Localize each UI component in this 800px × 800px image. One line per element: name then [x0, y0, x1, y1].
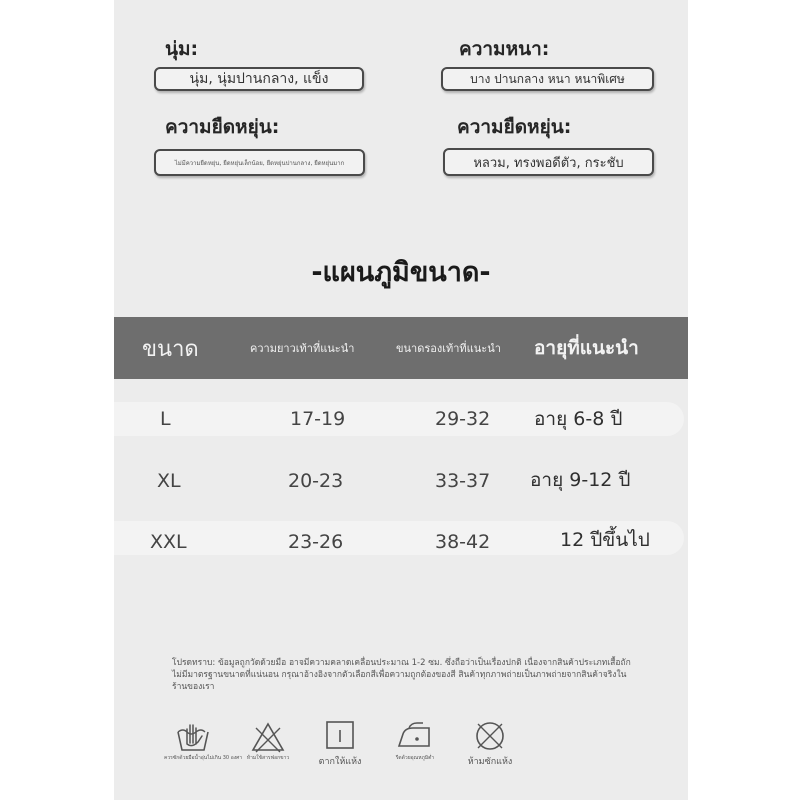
- no-dry-clean-icon: [472, 720, 508, 754]
- elasticity-right-value-box: หลวม, ทรงพอดีตัว, กระชับ: [443, 148, 654, 176]
- table-cell-age: อายุ 9-12 ปี: [530, 469, 631, 491]
- size-table-header: [114, 317, 688, 379]
- table-cell-size: L: [160, 408, 171, 430]
- header-age: อายุที่แนะนำ: [534, 337, 639, 359]
- table-cell-age: 12 ปีขึ้นไป: [560, 529, 650, 551]
- softness-value-box: นุ่ม, นุ่มปานกลาง, แข็ง: [154, 67, 364, 91]
- table-cell-foot-length: 23-26: [288, 531, 344, 553]
- softness-label: นุ่ม:: [165, 38, 199, 60]
- care-item: [240, 720, 296, 762]
- hand-wash-icon: [175, 720, 211, 754]
- care-item: [164, 720, 243, 762]
- table-cell-insole-size: 38-42: [435, 531, 491, 553]
- table-cell-size: XL: [157, 470, 181, 492]
- elasticity-right-label: ความยืดหยุ่น:: [457, 116, 572, 138]
- header-size: ขนาด: [142, 336, 199, 362]
- care-item: [312, 720, 368, 768]
- care-caption: รีดด้วยอุณหภูมิต่ำ: [395, 755, 435, 761]
- no-bleach-icon: [250, 720, 286, 754]
- table-cell-foot-length: 17-19: [290, 408, 346, 430]
- size-chart-title: -แผนภูมิขนาด-: [311, 257, 491, 288]
- table-cell-foot-length: 20-23: [288, 470, 344, 492]
- care-caption: ห้ามใช้สารฟอกขาว: [246, 755, 290, 761]
- table-cell-insole-size: 33-37: [435, 470, 491, 492]
- measurement-note: โปรดทราบ: ข้อมูลถูกวัดด้วยมือ อาจมีความคลาดเคลื่อนประมาณ 1-2 ซม. ซึ่งถือว่าเป็นเรื่องปกติ เนื่องจากสินค้าประเภทเสื้อถักไม่มีมาตรฐานขนาดที่แน่นอน กรุณาอ้างอิงจากตัวเลือกสีเพื่อความถูกต้องของสี สินค้าทุกภาพถ่ายเป็นภาพถ่ายจากสินค้าจริงในร้านของเรา: [172, 658, 631, 692]
- care-caption: ควรซักด้วยมือน้ำอุ่นไม่เกิน 30 องศา: [164, 755, 243, 761]
- thickness-value-box: บาง ปานกลาง หนา หนาพิเศษ: [441, 67, 654, 91]
- header-foot-length: ความยาวเท้าที่แนะนำ: [250, 342, 355, 355]
- table-cell-insole-size: 29-32: [435, 408, 491, 430]
- elasticity-left-value-box: ไม่มีความยืดหยุ่น, ยืดหยุ่นเล็กน้อย, ยืดหยุ่นปานกลาง, ยืดหยุ่นมาก: [154, 149, 365, 176]
- care-item: [462, 720, 518, 768]
- header-insole-size: ขนาดรองเท้าที่แนะนำ: [396, 342, 501, 355]
- care-caption: ตากให้แห้ง: [318, 757, 362, 767]
- thickness-label: ความหนา:: [459, 38, 550, 60]
- table-cell-size: XXL: [150, 531, 187, 553]
- iron-low-icon: [395, 720, 435, 754]
- table-cell-age: อายุ 6-8 ปี: [534, 408, 623, 430]
- care-caption: ห้ามซักแห้ง: [467, 757, 513, 767]
- drip-dry-icon: [322, 720, 358, 754]
- elasticity-left-label: ความยืดหยุ่น:: [165, 116, 280, 138]
- care-item: [384, 720, 446, 762]
